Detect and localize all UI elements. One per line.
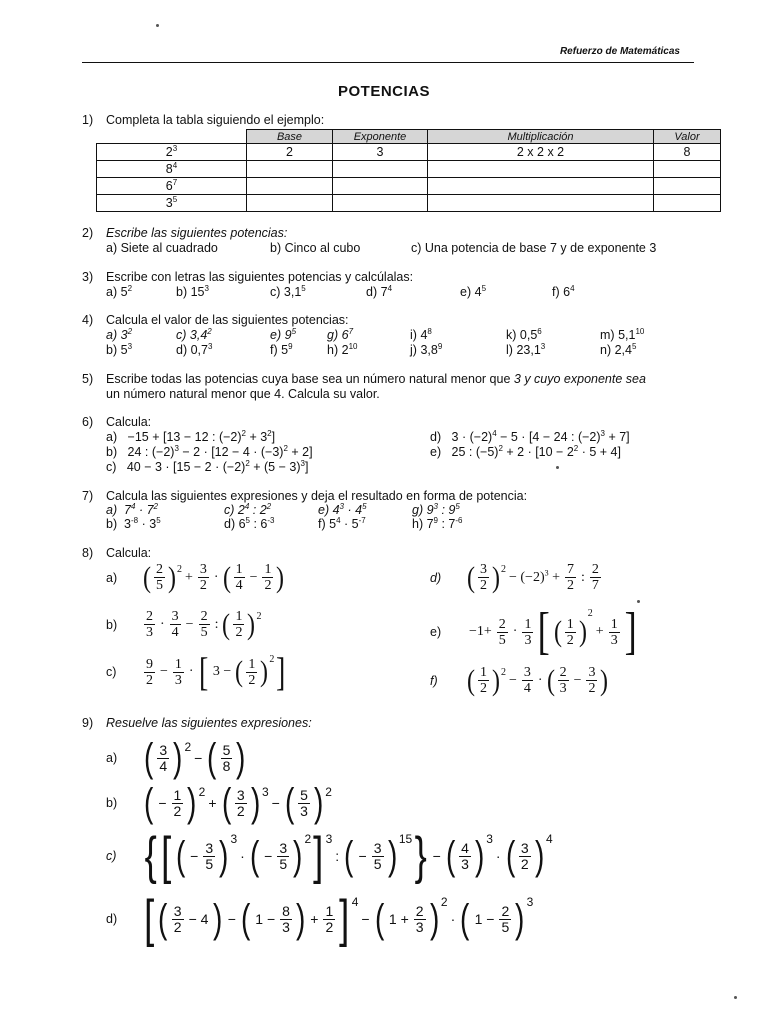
q4-item (410, 343, 442, 357)
exponent-cell (333, 195, 428, 212)
q9-item-a: a) ( 3 4 ) 2 − ( 5 8 ) (106, 736, 246, 780)
multiplication-cell (428, 178, 654, 195)
power-exponent: 2 (127, 326, 133, 336)
item-label: c) (270, 285, 281, 299)
q1-statement: Completa la tabla siguiendo el ejemplo: (106, 113, 325, 127)
power-base: 2,4 (614, 343, 632, 357)
q4-item (106, 343, 132, 357)
power-exponent: 3 (127, 341, 133, 351)
power-base: 2 (341, 343, 349, 357)
q3-statement: Escribe con letras las siguientes potencias y calcúlalas: (106, 270, 414, 284)
power-base: 5 (120, 285, 128, 299)
power-exponent: 2 (207, 326, 212, 336)
power-base: 0,7 (190, 343, 208, 357)
power-base: 5 (120, 343, 128, 357)
q6-item-e: e) 25 : $(-5)^2 + 2 \cdot [10 - 2^2 \cdot 5 + 4]$ (430, 443, 621, 459)
table-corner (97, 130, 247, 144)
item-label: b) (106, 445, 118, 459)
power-exponent: 3 (540, 341, 546, 351)
q8-item-d: d) ( 3 2 ) 2 − $(-2)^3$ + $\frac{7}{2}$ : 2 7 (430, 560, 599, 594)
item-label: g) (327, 328, 339, 342)
item-label: f) (270, 343, 278, 357)
q7-item-e: e) $4^3 \cdot 4^5$ (318, 501, 367, 517)
power-base: 0,5 (519, 328, 538, 342)
q7-item-g: g) $9^3$ : $9^5$ (412, 501, 460, 517)
power-exponent: 5 (632, 341, 637, 351)
q9-item-c: c) { [ ( − $\frac{3}{5}$ ) 3 · ( − $\frac{3}{5}$ ) 2 ] 3 : ( − $\frac{3}{5}$ ) 15 } − ( 4 3 ) 3 · ( 3 2 ) 4 (106, 827, 553, 885)
speck-mark (556, 466, 559, 469)
value-cell: 8 (654, 144, 721, 161)
q4-number: 4) (82, 313, 94, 327)
power-exponent: 7 (348, 326, 354, 336)
q7-item-c: c) $2^4$ : $2^2$ (224, 501, 272, 517)
multiplication-cell (428, 161, 654, 178)
power-base: 7 (380, 285, 388, 299)
header-rule (82, 62, 694, 63)
q4-item (506, 328, 542, 342)
power-exponent: 6 (537, 326, 542, 336)
base-cell (247, 178, 333, 195)
q7-item-d: d) $6^5$ : $6^{-3}$ (224, 515, 275, 531)
power-base: 3 (165, 196, 173, 210)
item-label: c) (106, 460, 117, 474)
q2-item-b: b) Cinco al cubo (270, 241, 361, 255)
base-cell (247, 195, 333, 212)
q9-statement: Resuelve las siguientes expresiones: (106, 716, 312, 730)
q6-statement: Calcula: (106, 415, 152, 429)
q7-number: 7) (82, 489, 94, 503)
power-exponent: 2 (127, 283, 133, 293)
power-base: 2 (165, 145, 173, 159)
q8-item-a: a) ( 2 5 ) 2 + $\frac{3}{2}$ · ( 1 4 − $\frac{1}{2}$ ) (106, 560, 285, 594)
q4-item (176, 343, 212, 357)
q8-statement: Calcula: (106, 546, 152, 560)
power-base: 3,4 (189, 328, 208, 342)
power-exponent: 4 (172, 160, 178, 170)
header-valor: Valor (654, 130, 721, 144)
power-base: 6 (341, 328, 349, 342)
q2-statement: Escribe las siguientes potencias: (106, 226, 288, 240)
q3-item (106, 285, 132, 299)
power-exponent: 9 (288, 341, 293, 351)
power-exponent: 10 (635, 326, 645, 336)
power-base: 4 (474, 285, 482, 299)
speck-mark (637, 600, 640, 603)
power-base: 6 (165, 179, 173, 193)
q4-item (270, 343, 293, 357)
header-base: Base (247, 130, 333, 144)
table-row (97, 195, 721, 212)
q5-number: 5) (82, 372, 94, 386)
powers-table (96, 129, 721, 212)
q6-item-b: b) 24 : $(-2)^3 - 2 \cdot [12 - 4 \cdot (-3)^2 + 2]$ (106, 443, 313, 459)
item-label: e) (270, 328, 282, 342)
q7-item-f: f) $5^4 \cdot 5^{-7}$ (318, 515, 366, 531)
q9-item-d: d) [ ( 3 2 − 4 ) − ( 1 − $\frac{8}{3}$ ) + $\frac{1}{2}$ ] 4 − ( 1 + $\frac{2}{3}$ ) 2 · ( 1 − $\frac{2}{5}$ ) 3 (106, 890, 534, 948)
item-label: a) (106, 328, 118, 342)
table-row (97, 161, 721, 178)
speck-mark (734, 996, 737, 999)
item-label: b) (176, 285, 188, 299)
q4-item (176, 328, 212, 342)
q4-item (270, 328, 296, 342)
table-row (97, 144, 721, 161)
q6-item-c: c) $40 - 3 \cdot [15 - 2 \cdot (-2)^2 + (5 - 3)^3]$ (106, 458, 309, 474)
power-cell (97, 178, 247, 195)
q8-item-b: b) 2 3 · 3 4 − $\frac{2}{5}$ : ( 1 2 ) 2 (106, 607, 262, 641)
q4-statement: Calcula el valor de las siguientes potencias: (106, 313, 349, 327)
page-title: POTENCIAS (337, 83, 430, 100)
power-exponent: 5 (481, 283, 487, 293)
power-exponent: 5 (291, 326, 297, 336)
value-cell (654, 161, 721, 178)
item-label: n) (600, 343, 612, 357)
q7-item-a: a) $7^4 \cdot 7^2$ (106, 501, 158, 517)
item-label: j) (410, 343, 417, 357)
item-label: c) (176, 328, 187, 342)
value-cell (654, 195, 721, 212)
q9-number: 9) (82, 716, 94, 730)
q3-item (552, 285, 575, 299)
q8-number: 8) (82, 546, 94, 560)
power-exponent: 10 (348, 341, 358, 351)
item-label: m) (600, 328, 615, 342)
table-row (97, 178, 721, 195)
q8-item-c: c) 9 2 − $\frac{1}{3}$ · [ 3 − ( 1 2 ) 2 ] (106, 649, 286, 694)
q3-item (176, 285, 209, 299)
power-exponent: 5 (172, 194, 178, 204)
item-label: e) (430, 445, 442, 459)
base-cell (247, 161, 333, 178)
q5-text: Escribe todas las potencias cuya base sea un número natural menor que (106, 372, 514, 386)
q5-text-italic: 3 y cuyo exponente sea (513, 372, 646, 386)
q5-statement-line2: un número natural menor que 4. Calcula su valor. (106, 387, 380, 401)
item-label: f) (552, 285, 560, 299)
speck-mark (156, 24, 159, 27)
q6-item-d: d) $3 \cdot (-2)^4 - 5 \cdot [4 - 24$ : $(-2)^3 + 7$] (430, 428, 630, 444)
q7-item-h: h) $7^9$ : $7^{-6}$ (412, 515, 463, 531)
q4-item (327, 328, 353, 342)
q4-item (600, 343, 636, 357)
power-exponent: 9 (437, 341, 443, 351)
q3-item (460, 285, 486, 299)
q6-number: 6) (82, 415, 94, 429)
table-header-row (97, 130, 721, 144)
base-cell: 2 (247, 144, 333, 161)
q6-item-a: a) −15 + [13 − 12 : $(-2)^2 + 3^2$] (106, 428, 276, 444)
power-exponent: 3 (204, 283, 209, 293)
power-base: 6 (563, 285, 571, 299)
item-label: i) (410, 328, 417, 342)
item-label: d) (366, 285, 378, 299)
power-base: 3 (120, 328, 128, 342)
power-exponent: 3 (208, 341, 213, 351)
q4-item (327, 343, 357, 357)
power-base: 3,1 (283, 285, 302, 299)
item-label: e) (460, 285, 472, 299)
item-label: h) (327, 343, 339, 357)
q3-item (270, 285, 306, 299)
q2-item-a: a) Siete al cuadrado (106, 241, 218, 255)
item-label: b) (106, 343, 118, 357)
power-base: 23,1 (516, 343, 541, 357)
header-multiplicacion: Multiplicación (428, 130, 654, 144)
header-exponente: Exponente (333, 130, 428, 144)
power-base: 9 (284, 328, 292, 342)
item-label: k) (506, 328, 517, 342)
q4-item (506, 343, 545, 357)
exponent-cell: 3 (333, 144, 428, 161)
power-exponent: 5 (301, 283, 306, 293)
multiplication-cell: 2 x 2 x 2 (428, 144, 654, 161)
item-label: a) (106, 430, 118, 444)
value-cell (654, 178, 721, 195)
power-cell (97, 195, 247, 212)
power-base: 8 (165, 162, 173, 176)
item-label: d) (430, 430, 442, 444)
q8-item-e: e) −1+ $\frac{2}{5}$ · 1 3 [ ( 1 2 ) 2 + $\frac{1}{3}$ ] (430, 603, 637, 660)
power-base: 5,1 (618, 328, 636, 342)
power-cell (97, 144, 247, 161)
item-label: a) (106, 285, 118, 299)
q2-item-c: c) Una potencia de base 7 y de exponente 3 (411, 241, 657, 255)
q4-item (600, 328, 644, 342)
q5-statement-line1 (106, 372, 646, 386)
q3-number: 3) (82, 270, 94, 284)
power-cell (97, 161, 247, 178)
power-exponent: 4 (570, 283, 575, 293)
power-exponent: 8 (427, 326, 432, 336)
power-base: 5 (281, 343, 289, 357)
exponent-cell (333, 161, 428, 178)
q7-item-b: b) $3^{-8} \cdot 3^5$ (106, 515, 161, 531)
q8-item-f: f) ( 1 2 ) 2 − $\frac{3}{4}$ · ( 2 3 − $\frac{3}{2}$ ) (430, 663, 609, 697)
power-exponent: 3 (172, 143, 178, 153)
power-base: 15 (190, 285, 205, 299)
multiplication-cell (428, 195, 654, 212)
item-label: l) (506, 343, 513, 357)
q3-item (366, 285, 392, 299)
q4-item (410, 328, 432, 342)
q4-item (106, 328, 132, 342)
power-exponent: 7 (172, 177, 178, 187)
q9-item-b: b) ( − $\frac{1}{2}$ ) 2 + ( 3 2 ) 3 − ( 5 3 ) 2 (106, 781, 332, 825)
q2-number: 2) (82, 226, 94, 240)
power-base: 4 (420, 328, 428, 342)
exponent-cell (333, 178, 428, 195)
item-label: d) (176, 343, 188, 357)
power-exponent: 4 (387, 283, 393, 293)
q1-number: 1) (82, 113, 94, 127)
subject-header: Refuerzo de Matemáticas (559, 46, 680, 57)
power-base: 3,8 (420, 343, 438, 357)
q7-statement: Calcula las siguientes expresiones y deja el resultado en forma de potencia: (106, 489, 528, 503)
